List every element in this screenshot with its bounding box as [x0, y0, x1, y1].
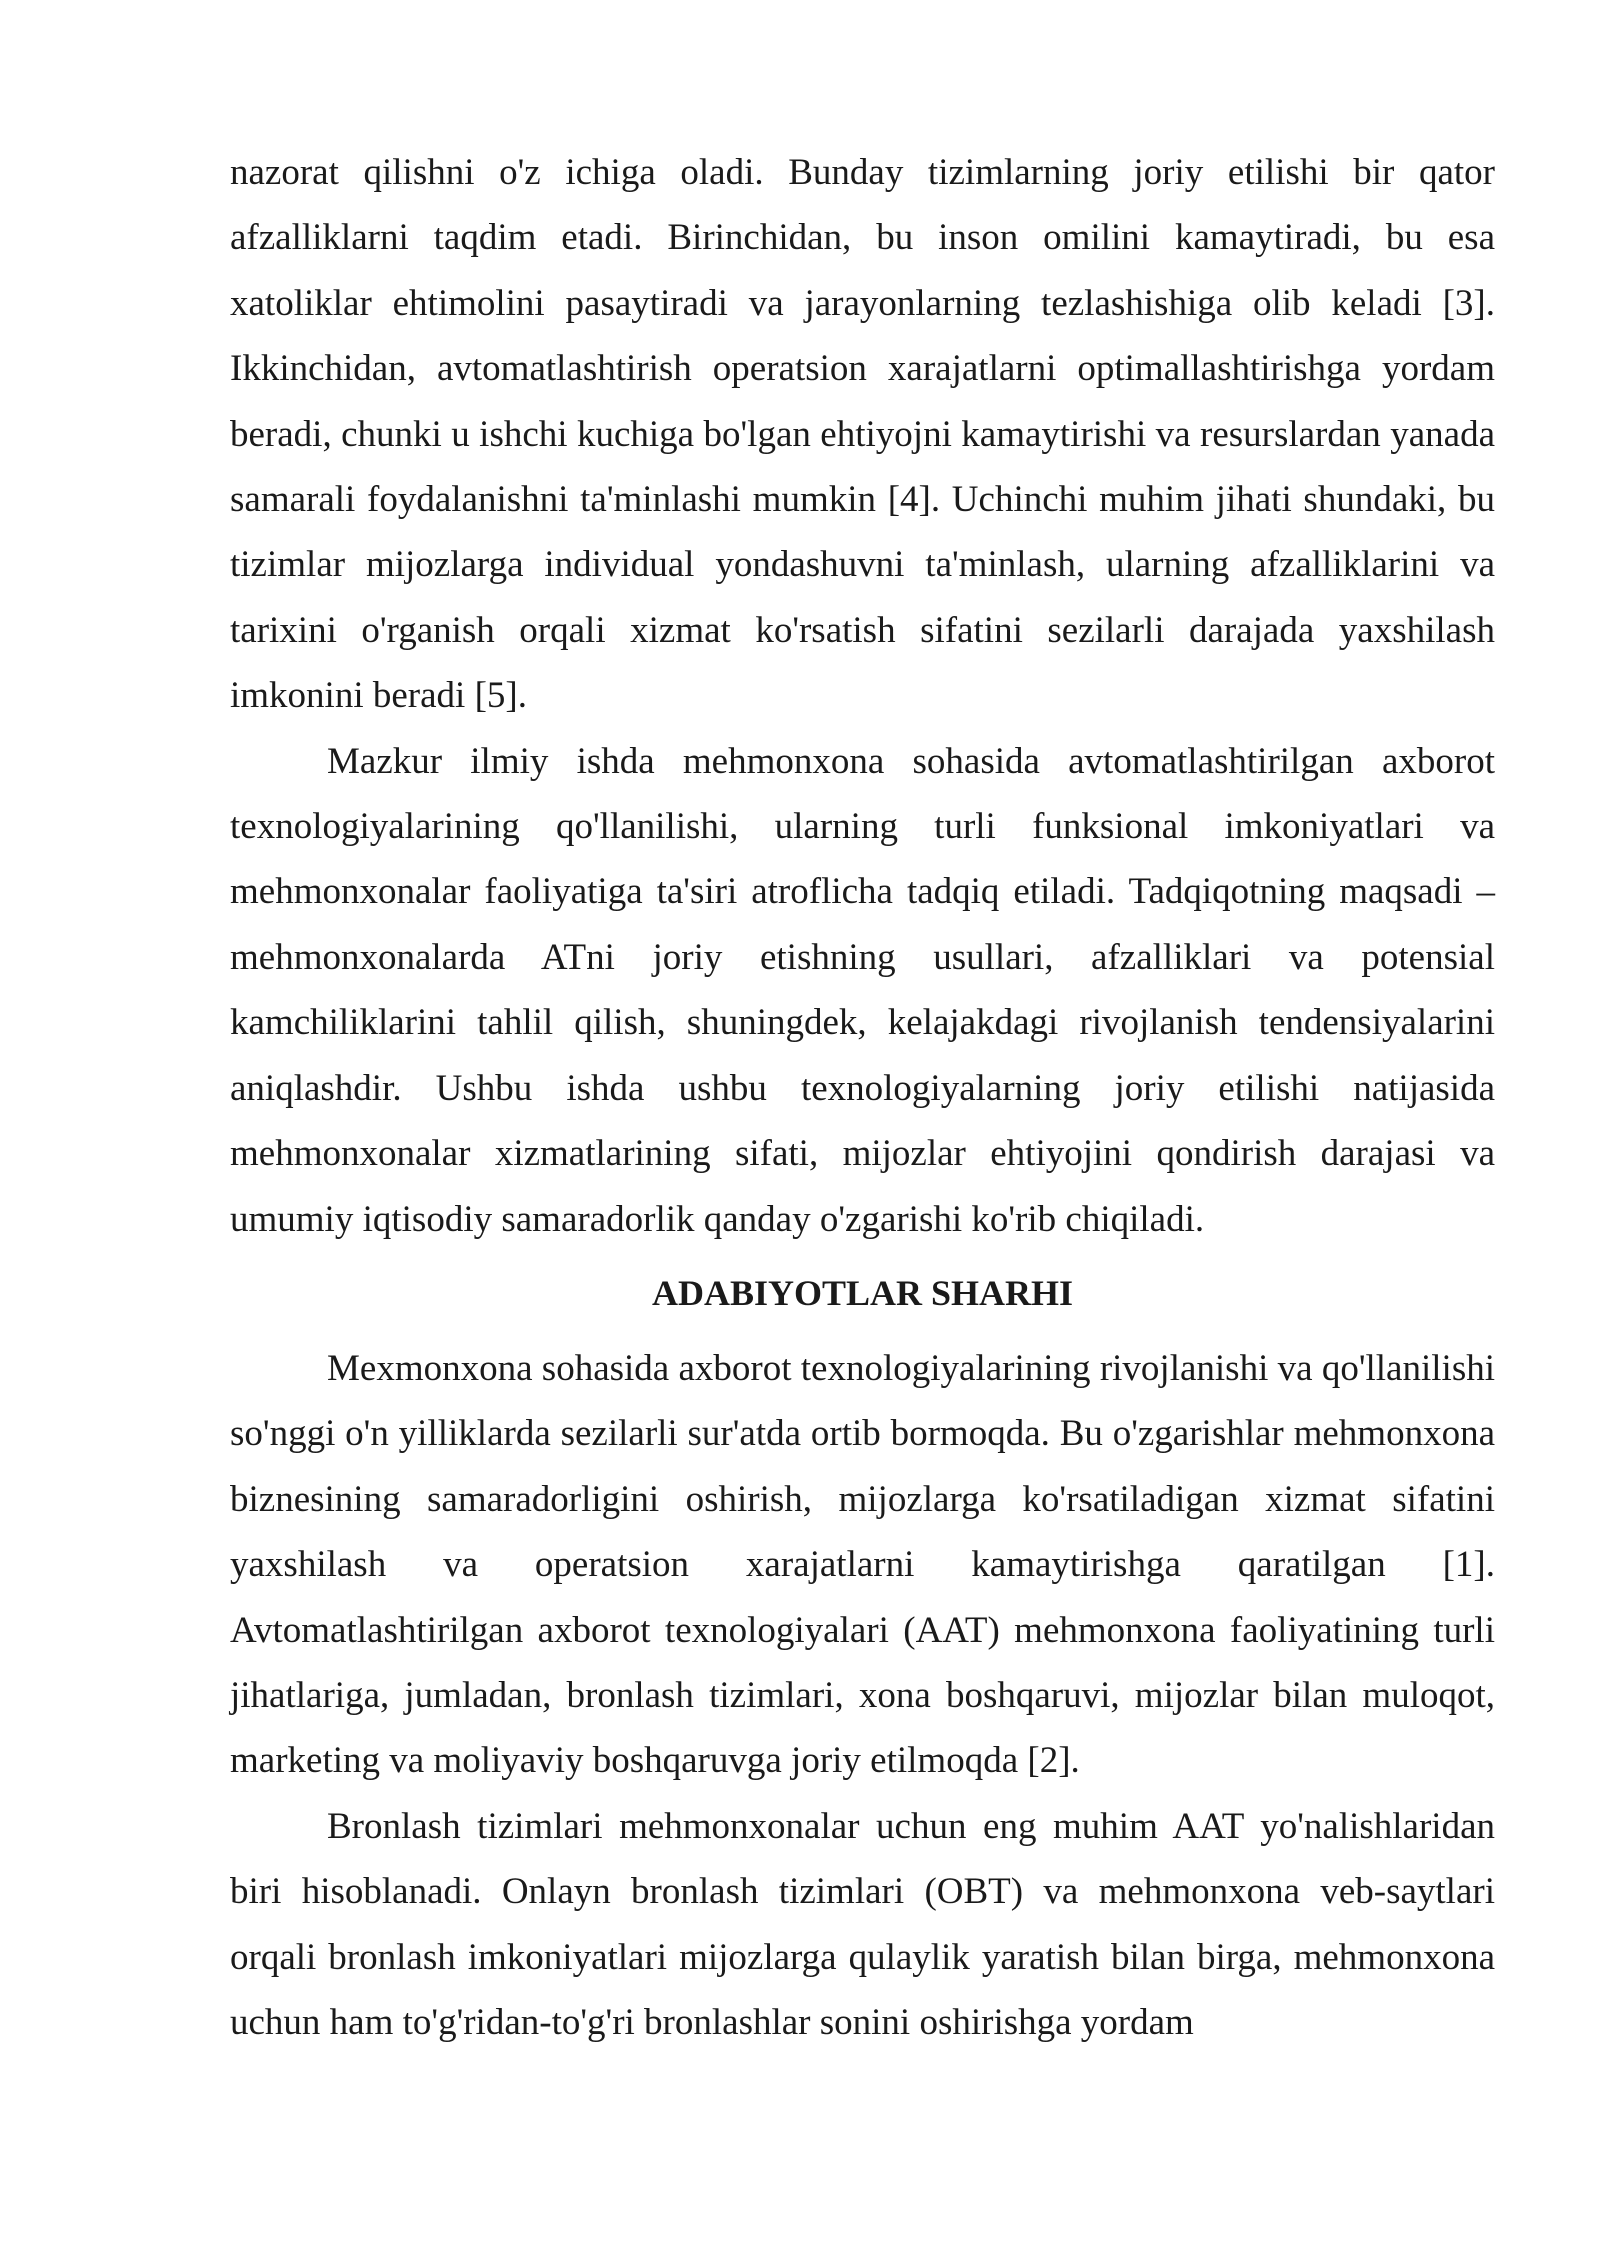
document-page [230, 140, 1495, 2055]
paragraph-booking-systems: Bronlash tizimlari mehmonxonalar uchun eng muhim AAT yo'nalishlaridan biri hisoblanadi. Onlayn bronlash tizimlari (OBT) va mehmonxona veb-saytlari orqali bronlash imkoniyatlari mijozlarga qulaylik yaratish bilan birga, mehmonxona uchun ham to'g'ridan-to'g'ri bronlashlar sonini oshirishga yordam [230, 1805, 1495, 2043]
paragraph-literature-review: Mexmonxona sohasida axborot texnologiyalarining rivojlanishi va qo'llanilishi so'nggi o'n yilliklarda sezilarli sur'atda ortib bormoqda. Bu o'zgarishlar mehmonxona biznesining samaradorligini oshirish, mijozlarga ko'rsatiladigan xizmat sifatini yaxshilash va operatsion xarajatlarni kamaytirishga qaratilgan [1]. Avtomatlashtirilgan axborot texnologiyalari (AAT) mehmonxona faoliyatining turli jihatlariga, jumladan, bronlash tizimlari, xona boshqaruvi, mijozlar bilan muloqot, marketing va moliyaviy boshqaruvga joriy etilmoqda [2]. [230, 1347, 1495, 1782]
section-heading: ADABIYOTLAR SHARHI [651, 1272, 1074, 1313]
paragraph-intro-continuation: nazorat qilishni o'z ichiga oladi. Bunday tizimlarning joriy etilishi bir qator afzalliklarni taqdim etadi. Birinchidan, bu inson omilini kamaytiradi, bu esa xatoliklar ehtimolini pasaytiradi va jarayonlarning tezlashishiga olib keladi [3]. Ikkinchidan, avtomatlashtirish operatsion xarajatlarni optimallashtirishga yordam beradi, chunki u ishchi kuchiga bo'lgan ehtiyojni kamaytirishi va resurslardan yanada samarali foydalanishni ta'minlashi mumkin [4]. Uchinchi muhim jihati shundaki, bu tizimlar mijozlarga individual yondashuvni ta'minlash, ularning afzalliklarini va tarixini o'rganish orqali xizmat ko'rsatish sifatini sezilarli darajada yaxshilash imkonini beradi [5]. [230, 152, 1495, 717]
paragraph-research-aim: Mazkur ilmiy ishda mehmonxona sohasida avtomatlashtirilgan axborot texnologiyalarining qo'llanilishi, ularning turli funksional imkoniyatlari va mehmonxonalar faoliyatiga ta'siri atroflicha tadqiq etiladi. Tadqiqotning maqsadi – mehmonxonalarda ATni joriy etishning usullari, afzalliklari va potensial kamchiliklarini tahlil qilish, shuningdek, kelajakdagi rivojlanish tendensiyalarini aniqlashdir. Ushbu ishda ushbu texnologiyalarning joriy etilishi natijasida mehmonxonalar xizmatlarining sifati, mijozlar ehtiyojini qondirish darajasi va umumiy iqtisodiy samaradorlik qanday o'zgarishi ko'rib chiqiladi. [230, 740, 1495, 1240]
